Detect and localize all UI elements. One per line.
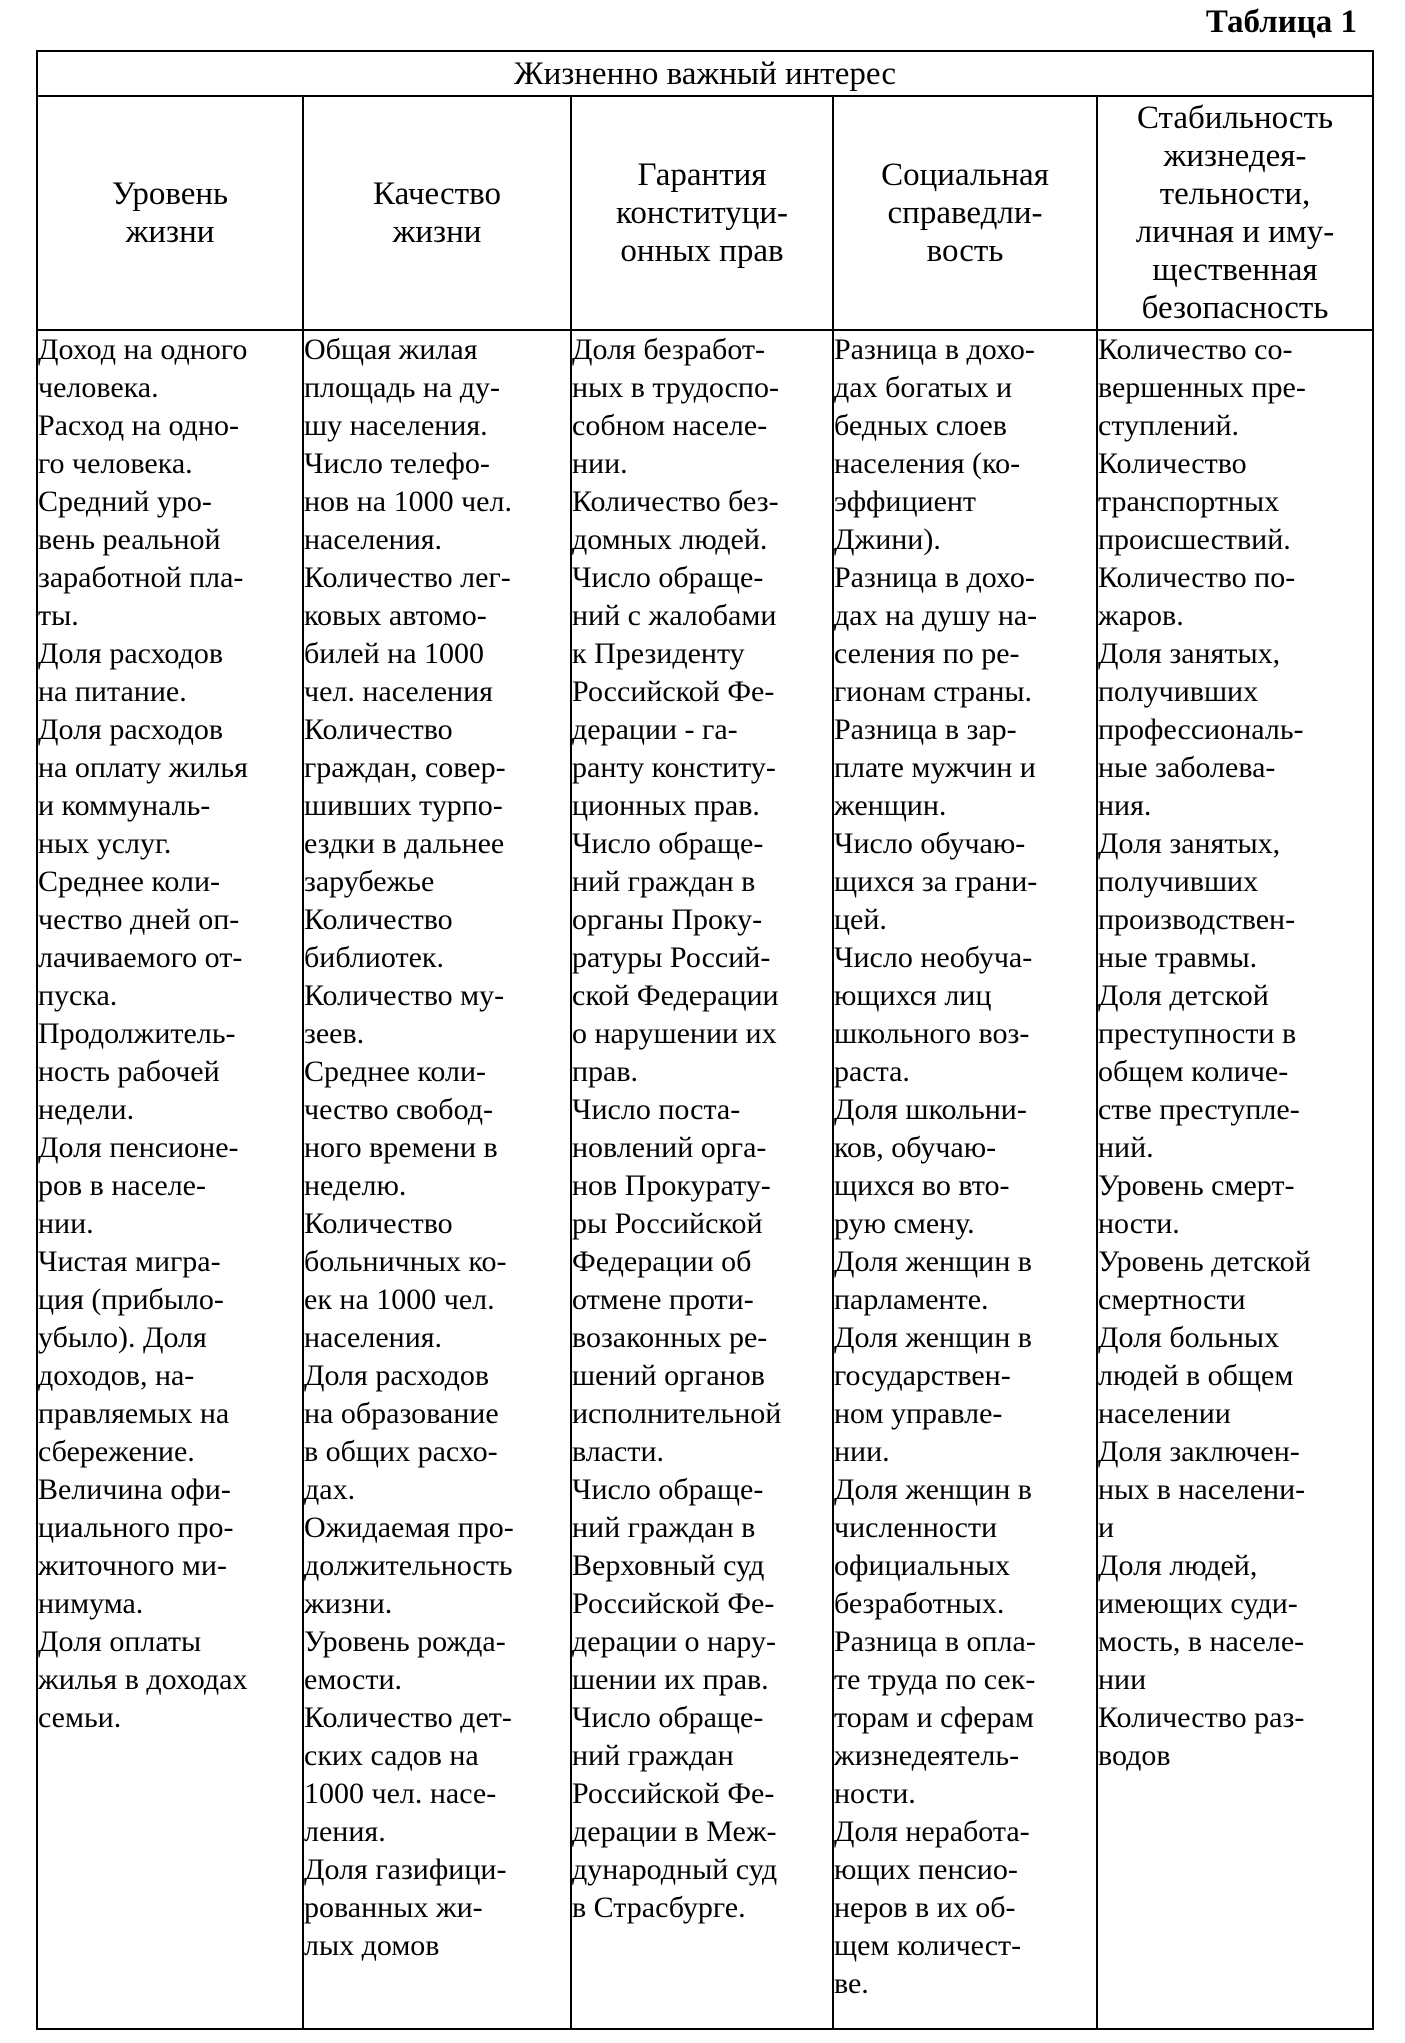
indicators-table	[36, 50, 1374, 2030]
column-header-living-standard: Уровень жизни	[37, 96, 303, 330]
cell-social-justice-indicators: Разница в дохо- дах богатых и бедных слоев населения (ко- эффициент Джини). Разница в дохо- дах на душу на- селения по ре- гионам страны. Разница в зар- плате мужчин и женщин. Число обучаю- щихся за грани- цей. Число необуча- ющихся лиц школьного воз- раста. Доля школьни- ков, обучаю- щихся во вто- рую смену. Доля женщин в парламенте. Доля женщин в государствен- ном управле- нии. Доля женщин в численности официальных безработных. Разница в опла- те труда по сек- торам и сферам жизнедеятель- ности. Доля неработа- ющих пенсио- неров в их об- щем количест- ве.	[833, 330, 1097, 2029]
group-header-row	[37, 51, 1373, 96]
column-header-social-justice: Социальная справедли- вость	[833, 96, 1097, 330]
content-row	[37, 330, 1373, 2029]
cell-stability-safety-indicators: Количество со- вершенных пре- ступлений. Количество транспортных происшествий. Количество по- жаров. Доля занятых, получивших профессиональ- ные заболева- ния. Доля занятых, получивших производствен- ные травмы. Доля детской преступности в общем количе- стве преступле- ний. Уровень смерт- ности. Уровень детской смертности Доля больных людей в общем населении Доля заключен- ных в населени- и Доля людей, имеющих суди- мость, в населе- нии Количество раз- водов	[1097, 330, 1373, 2029]
column-header-quality-of-life: Качество жизни	[303, 96, 571, 330]
cell-constitutional-rights-indicators: Доля безработ- ных в трудоспо- собном населе- нии. Количество без- домных людей. Число обраще- ний с жалобами к Президенту Российской Фе- дерации - га- ранту конститу- ционных прав. Число обраще- ний граждан в органы Проку- ратуры Россий- ской Федерации о нарушении их прав. Число поста- новлений орга- нов Прокурату- ры Российской Федерации об отмене проти- возаконных ре- шений органов исполнительной власти. Число обраще- ний граждан в Верховный суд Российской Фе- дерации о нару- шении их прав. Число обраще- ний граждан Российской Фе- дерации в Меж- дународный суд в Страсбурге.	[571, 330, 833, 2029]
cell-quality-of-life-indicators: Общая жилая площадь на ду- шу населения. Число телефо- нов на 1000 чел. населения. Количество лег- ковых автомо- билей на 1000 чел. населения Количество граждан, совер- шивших турпо- ездки в дальнее зарубежье Количество библиотек. Количество му- зеев. Среднее коли- чество свобод- ного времени в неделю. Количество больничных ко- ек на 1000 чел. населения. Доля расходов на образование в общих расхо- дах. Ожидаемая про- должительность жизни. Уровень рожда- емости. Количество дет- ских садов на 1000 чел. насе- ления. Доля газифици- рованных жи- лых домов	[303, 330, 571, 2029]
cell-living-standard-indicators: Доход на одного человека. Расход на одно- го человека. Средний уро- вень реальной заработной пла- ты. Доля расходов на питание. Доля расходов на оплату жилья и коммуналь- ных услуг. Среднее коли- чество дней оп- лачиваемого от- пуска. Продолжитель- ность рабочей недели. Доля пенсионе- ров в населе- нии. Чистая мигра- ция (прибыло- убыло). Доля доходов, на- правляемых на сбережение. Величина офи- циального про- житочного ми- нимума. Доля оплаты жилья в доходах семьи.	[37, 330, 303, 2029]
column-header-row	[37, 96, 1373, 330]
column-header-stability-safety: Стабильность жизнедея- тельности, личная и иму- щественная безопасность	[1097, 96, 1373, 330]
column-header-constitutional-rights: Гарантия конституци- онных прав	[571, 96, 833, 330]
table-caption: Таблица 1	[1205, 4, 1357, 40]
group-header: Жизненно важный интерес	[37, 51, 1373, 96]
